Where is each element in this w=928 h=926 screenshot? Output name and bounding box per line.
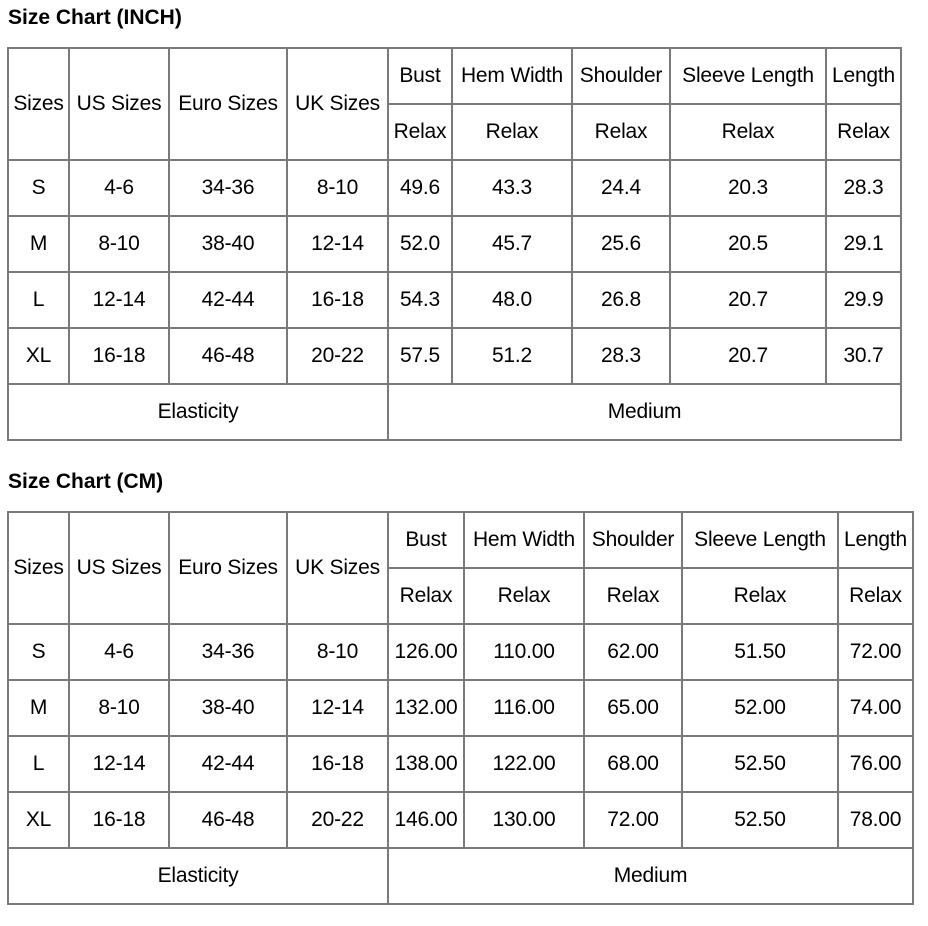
us-size-cell: 8-10 — [69, 216, 169, 272]
header-hem-width: Hem Width — [464, 512, 584, 568]
header-sleeve-length: Sleeve Length — [670, 48, 826, 104]
bust-cell: 57.5 — [388, 328, 452, 384]
sleeve-length-cell: 52.00 — [682, 680, 838, 736]
table-row — [8, 624, 913, 680]
shoulder-cell: 65.00 — [584, 680, 682, 736]
header-shoulder: Shoulder — [584, 512, 682, 568]
size-cell: XL — [8, 792, 69, 848]
table-row — [8, 272, 901, 328]
size-cell: S — [8, 160, 69, 216]
us-size-cell: 16-18 — [69, 328, 169, 384]
shoulder-cell: 62.00 — [584, 624, 682, 680]
bust-cell: 132.00 — [388, 680, 464, 736]
header-length: Length — [838, 512, 913, 568]
length-cell: 76.00 — [838, 736, 913, 792]
elasticity-label: Elasticity — [8, 384, 388, 440]
header-sleeve-length: Sleeve Length — [682, 512, 838, 568]
size-chart-cm-title: Size Chart (CM) — [8, 470, 164, 493]
euro-size-cell: 46-48 — [169, 792, 287, 848]
euro-size-cell: 42-44 — [169, 272, 287, 328]
size-cell: M — [8, 680, 69, 736]
length-cell: 72.00 — [838, 624, 913, 680]
size-cell: L — [8, 272, 69, 328]
hem-width-cell: 130.00 — [464, 792, 584, 848]
sleeve-length-cell: 51.50 — [682, 624, 838, 680]
table-row — [8, 160, 901, 216]
length-cell: 30.7 — [826, 328, 901, 384]
length-cell: 28.3 — [826, 160, 901, 216]
sleeve-length-cell: 52.50 — [682, 792, 838, 848]
header-row — [8, 48, 901, 104]
sleeve-length-cell: 20.7 — [670, 272, 826, 328]
header-sizes: Sizes — [8, 48, 69, 160]
us-size-cell: 16-18 — [69, 792, 169, 848]
footer-row — [8, 848, 913, 904]
table-row — [8, 680, 913, 736]
us-size-cell: 12-14 — [69, 272, 169, 328]
hem-width-cell: 116.00 — [464, 680, 584, 736]
header-euro-sizes: Euro Sizes — [169, 512, 287, 624]
header-euro-sizes: Euro Sizes — [169, 48, 287, 160]
hem-width-cell: 110.00 — [464, 624, 584, 680]
subheader-relax: Relax — [388, 104, 452, 160]
size-cell: XL — [8, 328, 69, 384]
size-cell: L — [8, 736, 69, 792]
header-shoulder: Shoulder — [572, 48, 670, 104]
subheader-relax: Relax — [388, 568, 464, 624]
length-cell: 74.00 — [838, 680, 913, 736]
euro-size-cell: 42-44 — [169, 736, 287, 792]
size-chart-inch-table — [7, 47, 902, 441]
length-cell: 29.1 — [826, 216, 901, 272]
header-us-sizes: US Sizes — [69, 512, 169, 624]
subheader-relax: Relax — [670, 104, 826, 160]
subheader-relax: Relax — [838, 568, 913, 624]
header-length: Length — [826, 48, 901, 104]
euro-size-cell: 38-40 — [169, 216, 287, 272]
uk-size-cell: 8-10 — [287, 624, 388, 680]
bust-cell: 49.6 — [388, 160, 452, 216]
header-us-sizes: US Sizes — [69, 48, 169, 160]
shoulder-cell: 24.4 — [572, 160, 670, 216]
length-cell: 29.9 — [826, 272, 901, 328]
sleeve-length-cell: 52.50 — [682, 736, 838, 792]
hem-width-cell: 122.00 — [464, 736, 584, 792]
bust-cell: 138.00 — [388, 736, 464, 792]
sleeve-length-cell: 20.7 — [670, 328, 826, 384]
shoulder-cell: 68.00 — [584, 736, 682, 792]
hem-width-cell: 48.0 — [452, 272, 572, 328]
euro-size-cell: 34-36 — [169, 624, 287, 680]
uk-size-cell: 12-14 — [287, 680, 388, 736]
us-size-cell: 8-10 — [69, 680, 169, 736]
uk-size-cell: 12-14 — [287, 216, 388, 272]
bust-cell: 52.0 — [388, 216, 452, 272]
header-uk-sizes: UK Sizes — [287, 512, 388, 624]
size-cell: S — [8, 624, 69, 680]
hem-width-cell: 51.2 — [452, 328, 572, 384]
header-row — [8, 512, 913, 568]
size-chart-cm-table — [7, 511, 914, 905]
table-row — [8, 216, 901, 272]
elasticity-label: Elasticity — [8, 848, 388, 904]
sleeve-length-cell: 20.5 — [670, 216, 826, 272]
euro-size-cell: 34-36 — [169, 160, 287, 216]
sleeve-length-cell: 20.3 — [670, 160, 826, 216]
bust-cell: 54.3 — [388, 272, 452, 328]
uk-size-cell: 20-22 — [287, 792, 388, 848]
bust-cell: 126.00 — [388, 624, 464, 680]
size-cell: M — [8, 216, 69, 272]
uk-size-cell: 20-22 — [287, 328, 388, 384]
shoulder-cell: 26.8 — [572, 272, 670, 328]
header-uk-sizes: UK Sizes — [287, 48, 388, 160]
us-size-cell: 12-14 — [69, 736, 169, 792]
hem-width-cell: 45.7 — [452, 216, 572, 272]
length-cell: 78.00 — [838, 792, 913, 848]
footer-row — [8, 384, 901, 440]
us-size-cell: 4-6 — [69, 160, 169, 216]
header-bust: Bust — [388, 48, 452, 104]
table-row — [8, 328, 901, 384]
subheader-relax: Relax — [572, 104, 670, 160]
subheader-relax: Relax — [682, 568, 838, 624]
header-bust: Bust — [388, 512, 464, 568]
shoulder-cell: 72.00 — [584, 792, 682, 848]
euro-size-cell: 38-40 — [169, 680, 287, 736]
shoulder-cell: 25.6 — [572, 216, 670, 272]
uk-size-cell: 16-18 — [287, 736, 388, 792]
size-chart-inch-title: Size Chart (INCH) — [8, 6, 182, 29]
header-hem-width: Hem Width — [452, 48, 572, 104]
uk-size-cell: 16-18 — [287, 272, 388, 328]
table-row — [8, 792, 913, 848]
hem-width-cell: 43.3 — [452, 160, 572, 216]
uk-size-cell: 8-10 — [287, 160, 388, 216]
subheader-relax: Relax — [464, 568, 584, 624]
subheader-relax: Relax — [452, 104, 572, 160]
elasticity-value: Medium — [388, 848, 913, 904]
subheader-relax: Relax — [584, 568, 682, 624]
table-row — [8, 736, 913, 792]
elasticity-value: Medium — [388, 384, 901, 440]
header-sizes: Sizes — [8, 512, 69, 624]
euro-size-cell: 46-48 — [169, 328, 287, 384]
bust-cell: 146.00 — [388, 792, 464, 848]
shoulder-cell: 28.3 — [572, 328, 670, 384]
us-size-cell: 4-6 — [69, 624, 169, 680]
subheader-relax: Relax — [826, 104, 901, 160]
